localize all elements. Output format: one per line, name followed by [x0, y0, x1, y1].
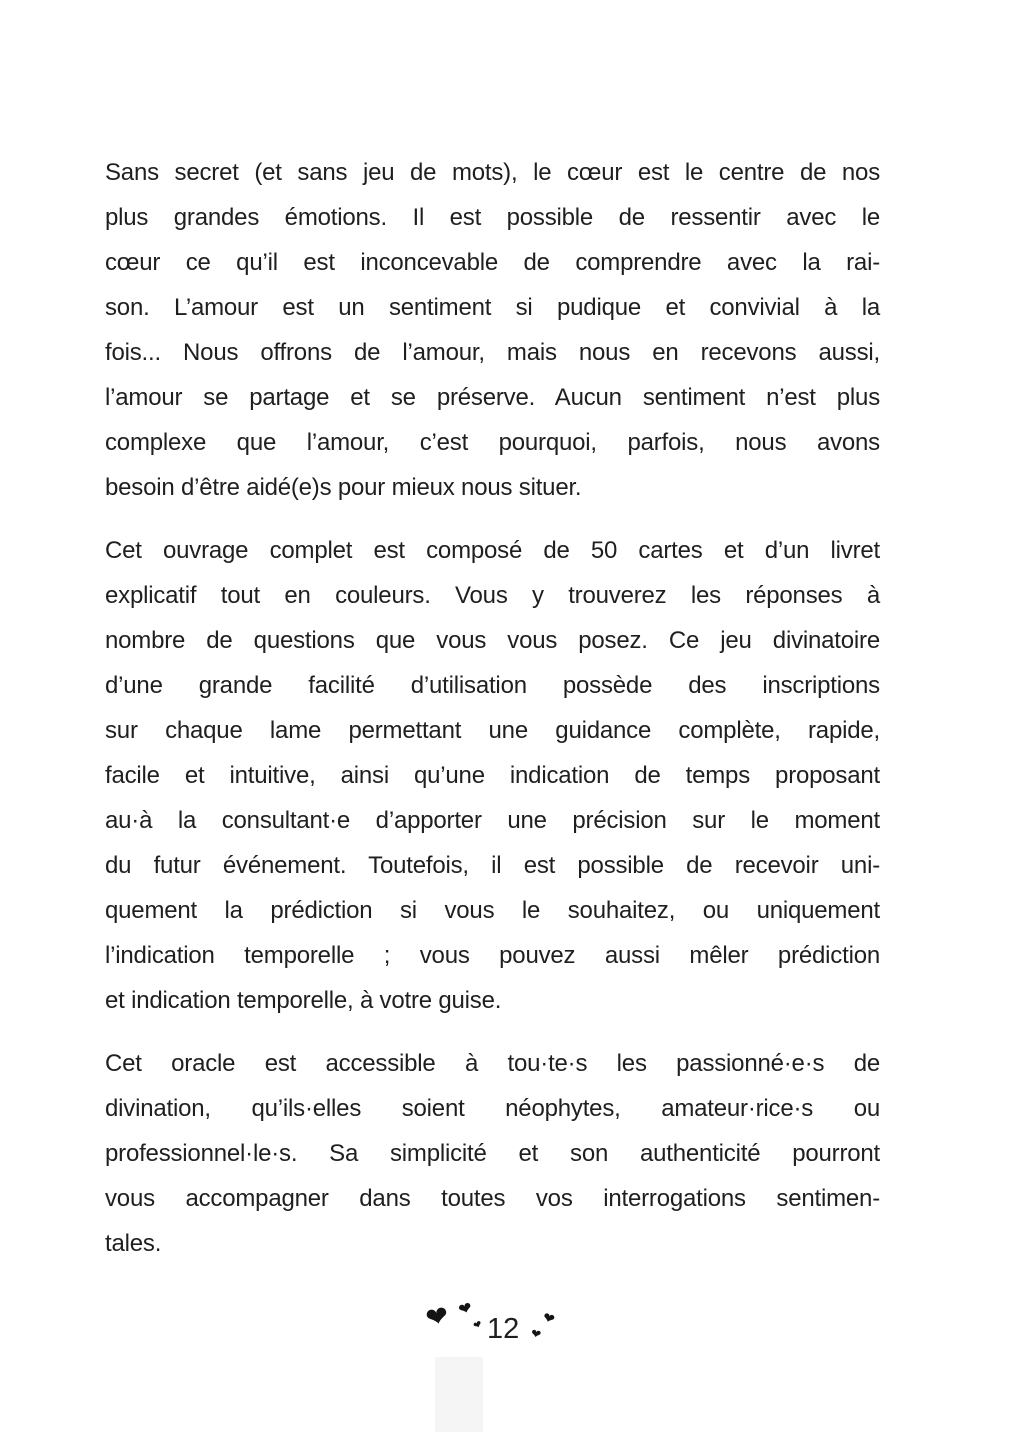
text-line: nombre de questions que vous vous posez. Ce jeu divinatoire	[105, 627, 880, 654]
page-number: 12	[487, 1313, 520, 1345]
paragraph	[105, 1041, 880, 1266]
heart-icon: ❤	[471, 1318, 485, 1333]
paragraph	[105, 528, 880, 1023]
text-line: sur chaque lame permettant une guidance complète, rapide,	[105, 717, 880, 744]
text-line: au·à la consultant·e d’apporter une précision sur le moment	[105, 807, 880, 834]
text-line: cœur ce qu’il est inconcevable de comprendre avec la rai-	[105, 249, 880, 276]
page-text	[105, 150, 880, 1266]
text-line: plus grandes émotions. Il est possible de ressentir avec le	[105, 204, 880, 231]
text-line: d’une grande facilité d’utilisation possède des inscriptions	[105, 672, 880, 699]
text-line: besoin d’être aidé(e)s pour mieux nous situer.	[105, 474, 582, 501]
text-line: tales.	[105, 1230, 162, 1257]
text-line: l’amour se partage et se préserve. Aucun sentiment n’est plus	[105, 384, 880, 411]
text-line: fois... Nous offrons de l’amour, mais nous en recevons aussi,	[105, 339, 880, 366]
text-line: Sans secret (et sans jeu de mots), le cœur est le centre de nos	[105, 159, 880, 186]
text-line: explicatif tout en couleurs. Vous y trouverez les réponses à	[105, 582, 880, 609]
text-line: vous accompagner dans toutes vos interrogations sentimen-	[105, 1185, 880, 1212]
text-line: complexe que l’amour, c’est pourquoi, parfois, nous avons	[105, 429, 880, 456]
text-line: son. L’amour est un sentiment si pudique et convivial à la	[105, 294, 880, 321]
heart-icon: ❤	[423, 1299, 452, 1335]
paragraph	[105, 150, 880, 510]
text-line: facile et intuitive, ainsi qu’une indication de temps proposant	[105, 762, 880, 789]
text-line: Cet ouvrage complet est composé de 50 cartes et d’un livret	[105, 537, 880, 564]
text-line: professionnel·le·s. Sa simplicité et son authenticité pourront	[105, 1140, 880, 1167]
text-line: du futur événement. Toutefois, il est possible de recevoir uni-	[105, 852, 880, 879]
text-line: divination, qu’ils·elles soient néophytes, amateur·rice·s ou	[105, 1095, 880, 1122]
heart-icon: ❤	[529, 1326, 543, 1342]
heart-icon: ❤	[540, 1308, 557, 1328]
text-line: quement la prédiction si vous le souhaitez, ou uniquement	[105, 897, 880, 924]
page-footer	[0, 1295, 1024, 1365]
heart-icon: ❤	[456, 1299, 475, 1320]
scan-artifact-strip	[435, 1357, 483, 1432]
text-line: Cet oracle est accessible à tou·te·s les passionné·e·s de	[105, 1050, 880, 1077]
text-line: l’indication temporelle ; vous pouvez aussi mêler prédiction	[105, 942, 880, 969]
text-line: et indication temporelle, à votre guise.	[105, 987, 502, 1014]
